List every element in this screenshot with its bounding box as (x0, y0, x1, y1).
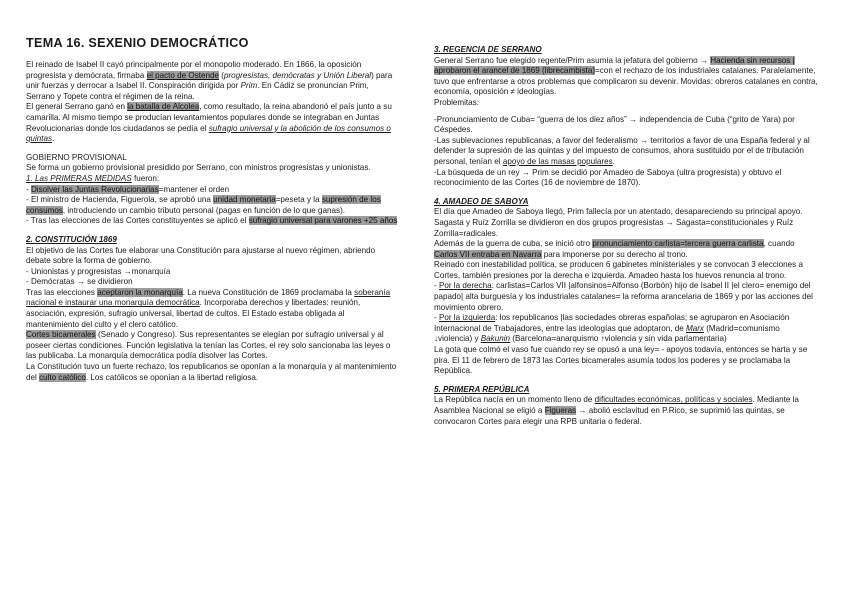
constitucion-text-4 (26, 288, 398, 330)
text: =con el rechazo de los industriales catalanes. Paralelamente, tuvo que enfrentarse a otros problemas que complicaron su devenir. Movidas: obreros catalanes en contra, economía, oposición ≠ ideologías. (434, 66, 818, 97)
highlight-aceptaron-monarquia: aceptaron la monarquía (97, 287, 183, 297)
underlined-por-la-izquierda: Por la izquierda (438, 313, 496, 323)
medida-3 (26, 216, 398, 227)
problema-3: -La búsqueda de un rey → Prim se decidió por Amadeo de Saboya (ultra progresista) y obtuvo el reconocimiento de las Cortes (16 de noviembre de 1870). (434, 167, 782, 188)
highlight-pacto-ostende: el pacto de Ostende (146, 70, 220, 80)
text: ( (219, 70, 224, 80)
spacer (26, 227, 398, 235)
intro-paragraph-1 (26, 60, 398, 102)
bullet-dash: - (434, 313, 439, 323)
text: La Constitución tuvo un fuerte rechazo, los republicanos se oponían a la monarquía y al mantenimiento del (26, 362, 397, 382)
text: , introduciendo un cambio tributo personal (pagas en función de lo que ganas). (62, 205, 346, 215)
amadeo-text-3: Reinado con inestabilidad política, se producen 6 gabinetes ministeriales y se convocan 3 elecciones a Cortes, también presiones por la derecha e izquierda. Amadeo hasta los huevos renuncia al trono. (434, 260, 803, 280)
medidas-title: Las PRIMERAS MEDIDAS (35, 173, 132, 183)
left-column (26, 36, 398, 383)
underlined-sufragio: sufragio universal y la abolición de los consumos o quintas (26, 123, 391, 144)
section-heading-gobierno: GOBIERNO PROVISIONAL (26, 152, 127, 162)
text: . (52, 134, 55, 144)
section-heading-regencia: 3. REGENCIA DE SERRANO (434, 45, 542, 54)
highlight-culto-catolico: culto católico (39, 372, 86, 382)
text: . Mediante la Asamblea Nacional se eligió a (434, 395, 799, 415)
highlight-batalla-alcolea: la batalla de Alcolea (127, 102, 200, 112)
text: (Senado y Congreso). Sus representantes se elegían por sufragio universal y al poseer ciertas condiciones. Función legislativa la tenían las Cortes, el rey solo sancionaba las leyes o las publicaba. La monarquía democrática podía disolver las Cortes. (26, 330, 391, 361)
text: : los republicanos |las sociedades obreras españolas; se agruparon en Asociación Internacional de Trabajadores, entre las ideologías que adoptaron, de (434, 313, 790, 333)
text: ) para unir fuerzas y derrocar a Isabel II. Conspiración dirigida por (26, 70, 393, 91)
underlined-bakunin: Bakunin (480, 334, 511, 344)
text: La República nacía en un momento lleno de (434, 395, 595, 405)
medida-2 (26, 195, 398, 216)
constitucion-text-5 (26, 330, 398, 362)
highlight-supresion-consumos: supresión de los consumos (26, 195, 381, 215)
text: fueron: (131, 173, 160, 183)
text: . (612, 156, 615, 166)
text: =mantener el orden (158, 184, 230, 194)
text: , cuando (763, 239, 795, 249)
text: → abolió esclavitud en P.Rico, se suprimió las quintas, se convocaron Cortes para elegir una RPB unitaria o federal. (434, 406, 785, 426)
italic-text: progresistas, demócratas y Unión Liberal (223, 70, 372, 80)
medida-1 (26, 185, 398, 196)
amadeo-text-1: El día que Amadeo de Saboya llegó, Prim fallecía por un atentado, desapareciendo su principal apoyo. Sagasta y Ruíz Zorrilla se dividieron en dos grupos progresistas → Sagasta=constitucionales y Ruíz Zorrilla=radicales. (434, 207, 803, 238)
text: - El ministro de Hacienda, Figuerola, se aprobó una (26, 195, 214, 205)
highlight-figueras: Figueras (544, 406, 577, 415)
text: Tras las elecciones (26, 287, 98, 297)
text: . Incorporaba derechos y libertades: reunión, asociación, expresión, sufragio universal, libertad de cultos. El Estado estaba obligada al mantenimiento del culto y el clero católico. (26, 298, 361, 329)
text: El general Serrano ganó en (26, 102, 128, 112)
document-title: TEMA 16. SEXENIO DEMOCRÁTICO (26, 36, 249, 50)
text: (Madrid=comunismo ↓violencia) y (434, 323, 780, 344)
highlight-sufragio-varones: sufragio universal para varones +25 años (248, 216, 398, 226)
highlight-cortes-bicamerales: Cortes bicamerales (26, 330, 96, 340)
highlight-carlos-vii: Carlos VII entraba en Navarra (434, 249, 542, 259)
spacer (26, 145, 398, 153)
amadeo-text-5 (434, 313, 820, 345)
amadeo-text-6: La gota que colmó el vaso fue cuando rey se opusó a una ley= - apoyos todavía, entonces se harta y se pira. El 11 de febrero de 1873 las Cortes bicamerales asumía todos los poderes y se proclamaba la República. (434, 345, 808, 376)
underlined-por-la-derecha: Por la derecha (438, 281, 492, 291)
section-heading-republica: 5. PRIMERA REPÚBLICA (434, 384, 530, 394)
spacer (434, 377, 820, 385)
section-heading-constitucion: 2. CONSTITUCIÓN 1869 (26, 234, 117, 244)
gobierno-text: Se forma un gobierno provisional presidido por Serrano, con ministros progresistas y unionistas. (26, 163, 371, 173)
constitucion-text-2: - Unionistas y progresistas →monarquía (26, 266, 171, 276)
text: General Serrano fue elegido regente/Prim asumía la jefatura del gobierno → (434, 55, 711, 65)
regencia-text-1 (434, 56, 820, 98)
amadeo-text-2 (434, 239, 820, 260)
amadeo-text-4 (434, 281, 820, 313)
text: - (26, 184, 31, 194)
text: =peseta y la (275, 195, 322, 205)
text: , como resultado, la reina abandonó el país junto a su camarilla. Al mismo tiempo se producían levantamientos populares donde se integraban en Juntas Revolucionarias donde los ciudadanos se pedía el (26, 102, 392, 133)
highlight-hacienda: Hacienda sin recursos | aprobaron el arancel de 1869 (librecambista) (434, 55, 795, 76)
text: Además de la guerra de cuba, se inició otro (434, 239, 593, 249)
text: - Tras las elecciones de las Cortes constituyentes se aplicó el (26, 216, 249, 226)
problema-2 (434, 136, 820, 168)
highlight-unidad-monetaria: unidad monetaria (213, 195, 276, 205)
highlight-pronunciamiento-carlista: pronunciamiento carlista=tercera guerra carlista (592, 239, 764, 249)
underlined-soberania: soberanía nacional e instaurar una monarquía democrática (26, 287, 391, 308)
constitucion-text-1: El objetivo de las Cortes fue elaborar una Constitución para ajustarse al nuevo régimen, abriendo debate sobre la forma de gobierno. (26, 245, 376, 266)
italic-prim: Prim (240, 81, 258, 91)
text: . En Cádiz se pronuncian Prim, Serrano y Topete contra el régimen de la reina. (26, 81, 369, 101)
problema-1: -Pronunciamiento de Cuba= “guerra de los diez años” → independencia de Cuba (“grito de Yara) por Céspedes. (434, 114, 795, 135)
text: El reinado de Isabel II cayó principalmente por el monopolio moderado. En 1866, la oposición progresista y demócrata, firmaba (26, 60, 362, 80)
text: . La nueva Constitución de 1869 proclamaba la (182, 287, 355, 297)
underlined-marx: Marx (685, 323, 704, 333)
text: (Barcelona=anarquismo ↑violencia y sin vida parlamentaria) (510, 334, 727, 344)
medidas-heading (26, 174, 398, 185)
text: -Las sublevaciones republicanas, a favor del federalismo → territorios a favor de una España federal y al defender la supresión de las quintas y del impuesto de consumos, ahora sustituido por el de tributación personal, tenían el (434, 135, 810, 166)
highlight-juntas: Disolver las Juntas Revolucionarias (30, 184, 159, 194)
constitucion-text-3: - Demócratas → se dividieron (26, 277, 133, 287)
right-column (434, 45, 820, 427)
underlined-dificultades: dificultades económicas, políticas y sociales (594, 395, 753, 405)
section-heading-amadeo: 4. AMADEO DE SABOYA (434, 196, 529, 206)
underlined-apoyo-masas: apoyo de las masas populares (502, 156, 613, 166)
spacer (434, 189, 820, 197)
regencia-problemitas: Problemitas: (434, 97, 479, 107)
text: : carlistas=Carlos VII |alfonsinos=Alfonso (Borbón) hijo de Isabel II |el clero= enemigo del papado| alta burguesía y los industriales catalanes= la reforma arancelaria de 1869 y por las acciones del movimiento obrero. (434, 281, 813, 312)
text: para imponerse por su derecho al trono. (541, 249, 688, 259)
bullet-dash: - (434, 281, 439, 291)
republica-text-1 (434, 395, 820, 427)
intro-paragraph-2 (26, 102, 398, 144)
constitucion-text-6 (26, 362, 398, 383)
medidas-number: 1. (26, 173, 35, 183)
text: . Los católicos se oponían a la libertad religiosa. (85, 372, 259, 382)
